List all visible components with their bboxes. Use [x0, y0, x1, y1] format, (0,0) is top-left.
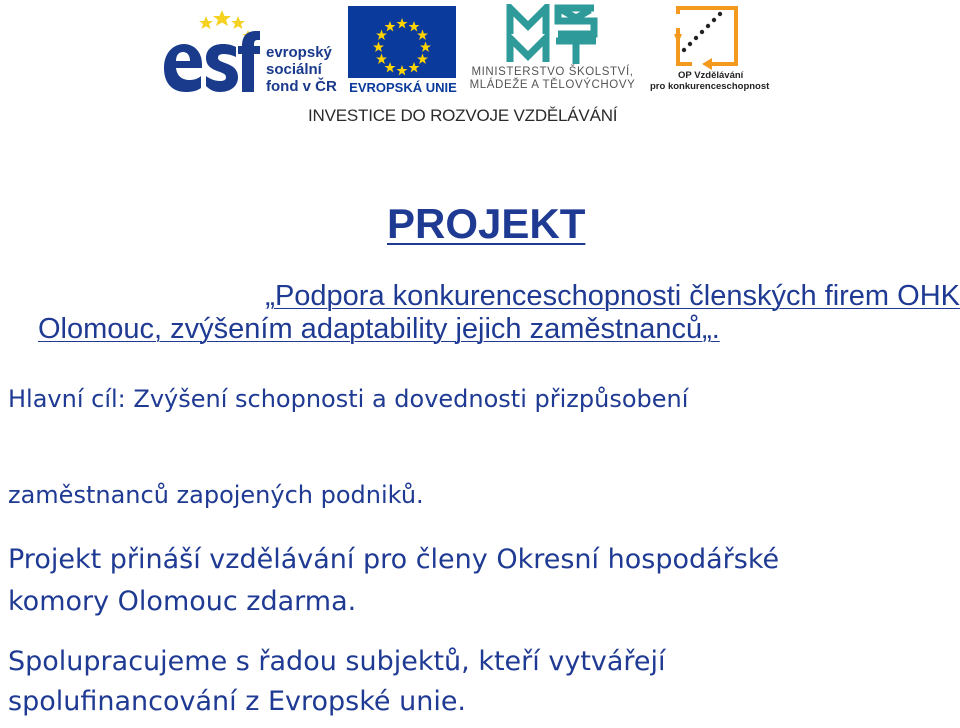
op-logo	[650, 4, 780, 98]
msmt-logo	[460, 4, 645, 98]
eu-label: EVROPSKÁ UNIE	[349, 80, 457, 95]
project-subtitle	[8, 280, 960, 346]
cooperation-line: spolufinancování z Evropské unie.	[8, 686, 467, 717]
esf-text-line: sociální	[266, 61, 322, 78]
page-title: PROJEKT	[387, 200, 586, 247]
msmt-text-line: MINISTERSTVO ŠKOLSTVÍ,	[471, 66, 634, 78]
logo-strip	[160, 4, 780, 134]
esf-logo-icon	[160, 6, 260, 98]
subtitle-line: Olomouc, zvýšením adaptability jejich zaměstnanců„.	[38, 313, 720, 345]
goal-line: zaměstnanců zapojených podniků.	[8, 481, 424, 509]
esf-text-line: evropský	[266, 44, 332, 61]
project-line: komory Olomouc zdarma.	[8, 586, 357, 617]
esf-text	[266, 44, 337, 95]
op-text-line: OP Vzdělávání	[678, 70, 744, 81]
msmt-text-line: MLÁDEŽE A TĚLOVÝCHOVY	[469, 79, 636, 91]
logo-tagline: INVESTICE DO ROZVOJE VZDĚLÁVÁNÍ	[308, 106, 618, 125]
msmt-text	[460, 66, 645, 92]
op-logo-icon	[672, 4, 742, 70]
eu-logo	[348, 6, 458, 98]
cooperation-line: Spolupracujeme s řadou subjektů, kteří vytvářejí	[8, 646, 666, 677]
esf-text-line: fond v ČR	[266, 78, 337, 95]
op-text	[650, 70, 780, 92]
project-line: Projekt přináší vzdělávání pro členy Okresní hospodářské	[8, 544, 780, 575]
msmt-logo-icon	[504, 4, 604, 66]
goal-line: Hlavní cíl: Zvýšení schopnosti a dovednosti přizpůsobení	[8, 385, 689, 413]
op-text-line: pro konkurenceschopnost	[650, 81, 770, 92]
eu-flag-icon	[348, 6, 456, 78]
esf-logo	[160, 6, 345, 98]
subtitle-line: „Podpora konkurenceschopnosti členských firem OHK	[265, 280, 960, 312]
